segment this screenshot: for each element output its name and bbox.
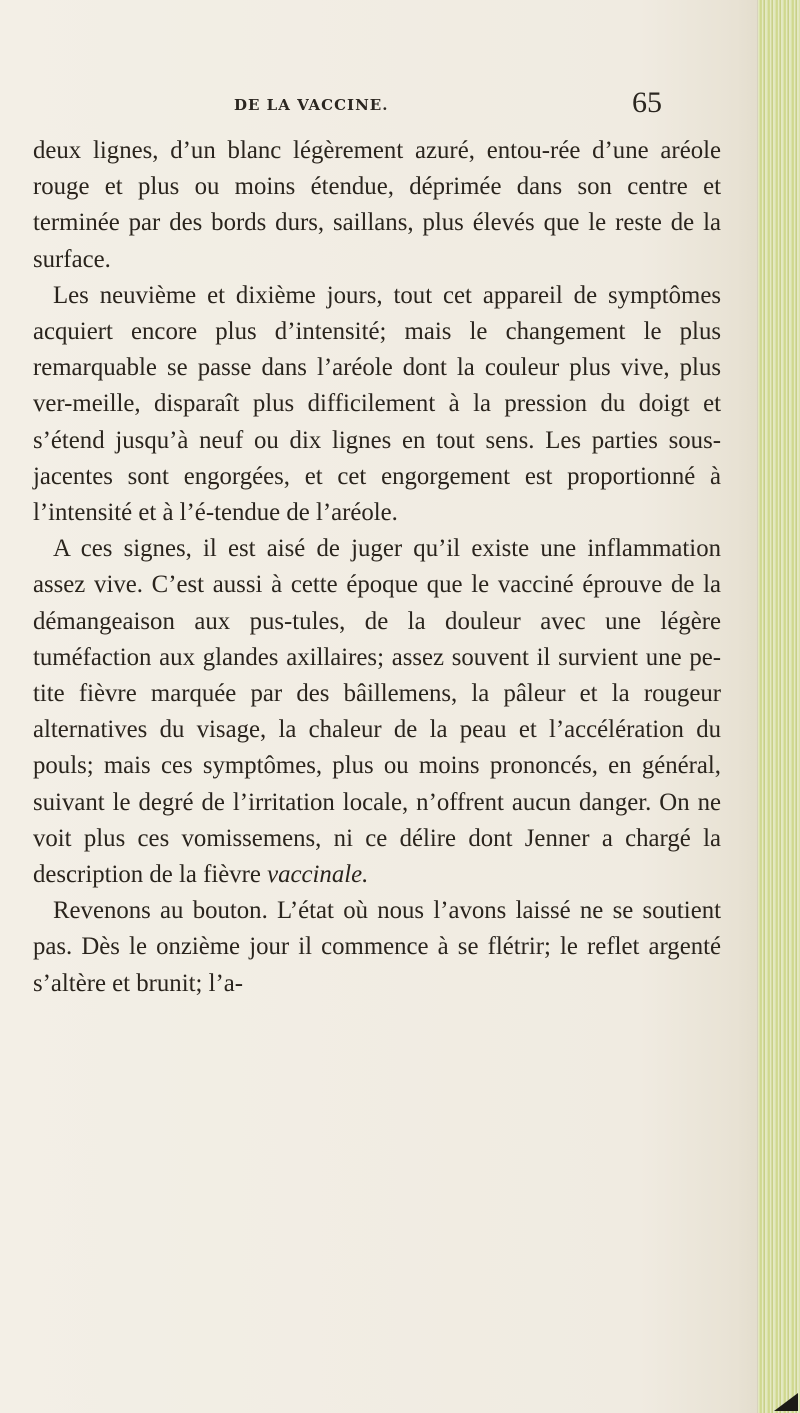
page-edge-binding [757,0,800,1413]
paragraph-3-text: A ces signes, il est aisé de juger qu’il existe une inflammation assez vive. C’est aussi à cette époque que le vacciné éprouve de la démangeaison aux pus-tules, de la douleur avec une légère tuméfaction aux glandes axillaires; assez souvent il survient une pe-tite fièvre marquée par des bâillemens, la pâleur et la rougeur alternatives du visage, la chaleur de la peau et l’accélération du pouls; mais ces symptômes, plus ou moins prononcés, en général, suivant le degré de l’irritation locale, n’offrent aucun danger. On ne voit plus ces vomissemens, ni ce délire dont Jenner a chargé la description de la fièvre [33,535,721,889]
running-head: DE LA VACCINE. [234,96,389,114]
page-number: 65 [632,86,662,119]
paragraph-3 [33,531,721,893]
paragraph-2: Les neuvième et dixième jours, tout cet appareil de symptômes acquiert encore plus d’intensité; mais le changement le plus remarquable se passe dans l’aréole dont la couleur plus vive, plus ver-meille, disparaît plus difficilement à la pression du doigt et s’étend jusqu’à neuf ou dix lignes en tout sens. Les parties sous-jacentes sont engorgées, et cet engorgement est proportionné à l’intensité et à l’é-tendue de l’aréole. [33,281,721,527]
italic-term: vaccinale. [267,861,369,889]
paragraph-4: Revenons au bouton. L’état où nous l’avons laissé ne se soutient pas. Dès le onzième jour il commence à se flétrir; le reflet argenté s’altère et brunit; l’a- [33,897,721,997]
body-text [33,133,721,1002]
paragraph-1: deux lignes, d’un blanc légèrement azuré, entou-rée d’une aréole rouge et plus ou moins étendue, déprimée dans son centre et terminée par des bords durs, saillans, plus élevés que le reste de la surface. [33,137,721,273]
page-header [0,86,760,126]
